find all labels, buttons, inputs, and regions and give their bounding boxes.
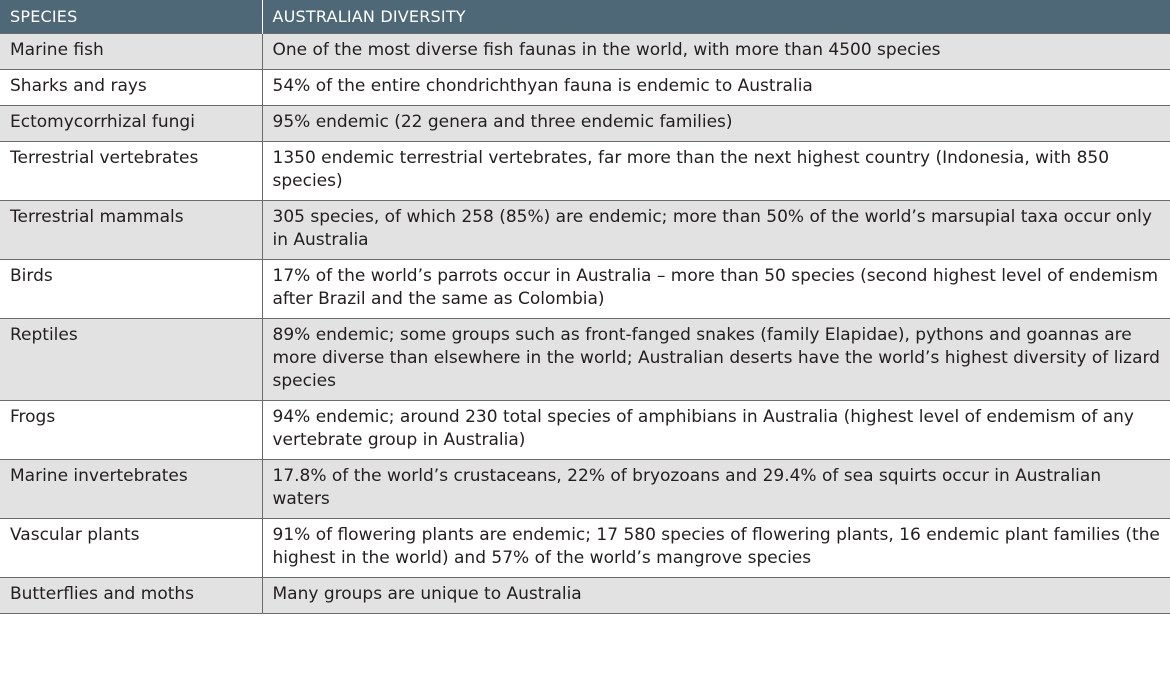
- species-cell: Vascular plants: [0, 519, 262, 578]
- table-row: [0, 519, 1170, 578]
- diversity-cell: 17% of the world’s parrots occur in Australia – more than 50 species (second highest level of endemism after Brazil and the same as Colombia): [262, 260, 1170, 319]
- diversity-cell: 89% endemic; some groups such as front-fanged snakes (family Elapidae), pythons and goannas are more diverse than elsewhere in the world; Australian deserts have the world’s highest diversity of lizard species: [262, 319, 1170, 401]
- table-row: [0, 260, 1170, 319]
- table-row: [0, 401, 1170, 460]
- species-cell: Birds: [0, 260, 262, 319]
- table-row: [0, 70, 1170, 106]
- table-header-row: [0, 0, 1170, 34]
- table-row: [0, 460, 1170, 519]
- table-row: [0, 34, 1170, 70]
- species-cell: Butterflies and moths: [0, 578, 262, 614]
- species-cell: Terrestrial mammals: [0, 201, 262, 260]
- species-cell: Marine fish: [0, 34, 262, 70]
- column-header-species: SPECIES: [0, 0, 262, 34]
- species-cell: Marine invertebrates: [0, 460, 262, 519]
- species-cell: Reptiles: [0, 319, 262, 401]
- table-row: [0, 142, 1170, 201]
- species-cell: Frogs: [0, 401, 262, 460]
- diversity-cell: 17.8% of the world’s crustaceans, 22% of bryozoans and 29.4% of sea squirts occur in Australian waters: [262, 460, 1170, 519]
- table-row: [0, 319, 1170, 401]
- diversity-cell: 91% of flowering plants are endemic; 17 580 species of flowering plants, 16 endemic plant families (the highest in the world) and 57% of the world’s mangrove species: [262, 519, 1170, 578]
- diversity-cell: 94% endemic; around 230 total species of amphibians in Australia (highest level of endemism of any vertebrate group in Australia): [262, 401, 1170, 460]
- diversity-cell: 95% endemic (22 genera and three endemic families): [262, 106, 1170, 142]
- species-cell: Sharks and rays: [0, 70, 262, 106]
- diversity-cell: 1350 endemic terrestrial vertebrates, far more than the next highest country (Indonesia, with 850 species): [262, 142, 1170, 201]
- table-row: [0, 578, 1170, 614]
- diversity-cell: 305 species, of which 258 (85%) are endemic; more than 50% of the world’s marsupial taxa occur only in Australia: [262, 201, 1170, 260]
- species-cell: Terrestrial vertebrates: [0, 142, 262, 201]
- species-cell: Ectomycorrhizal fungi: [0, 106, 262, 142]
- diversity-cell: Many groups are unique to Australia: [262, 578, 1170, 614]
- table-row: [0, 106, 1170, 142]
- diversity-cell: 54% of the entire chondrichthyan fauna is endemic to Australia: [262, 70, 1170, 106]
- table-row: [0, 201, 1170, 260]
- column-header-diversity: AUSTRALIAN DIVERSITY: [262, 0, 1170, 34]
- diversity-cell: One of the most diverse fish faunas in the world, with more than 4500 species: [262, 34, 1170, 70]
